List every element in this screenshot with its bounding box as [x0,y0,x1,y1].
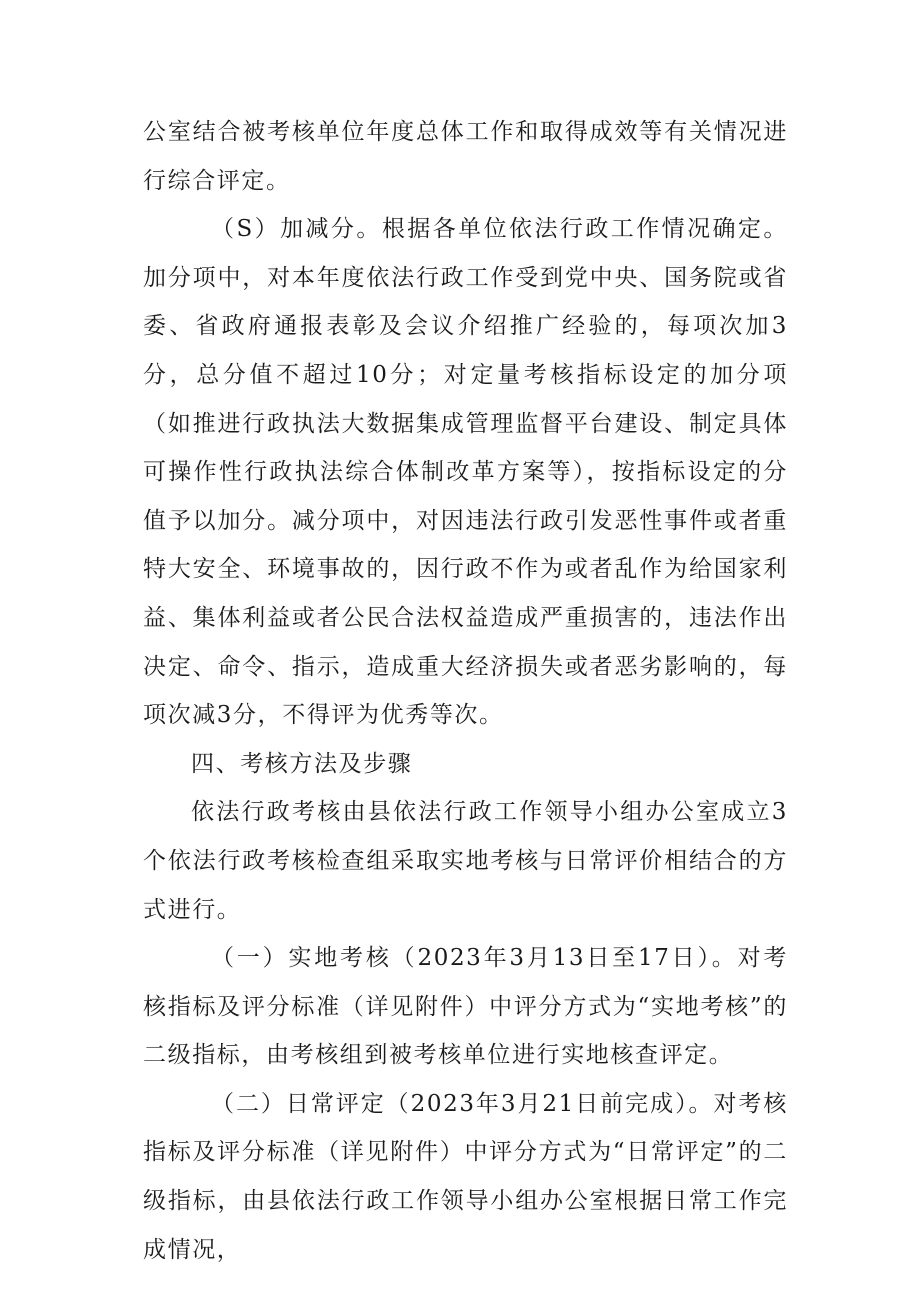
paragraph-onsite-assessment: （一）实地考核（2023年3月13日至17日）。对考核指标及评分标准（详见附件）中评分方式为“实地考核”的二级指标，由考核组到被考核单位进行实地核查评定。 [143,945,788,1069]
paragraph-bonus-deduction: （S）加减分。根据各单位依法行政工作情况确定。加分项中，对本年度依法行政工作受到党中央、国务院或省委、省政府通报表彰及会议介绍推广经验的，每项次加3分，总分值不超过10分；对定量考核指标设定的加分项（如推进行政执法大数据集成管理监督平台建设、制定具体可操作性行政执法综合体制改革方案等），按指标设定的分值予以加分。减分项中，对因违法行政引发恶性事件或者重特大安全、环境事故的，因行政不作为或者乱作为给国家利益、集体利益或者公民合法权益造成严重损害的，违法作出决定、命令、指示，造成重大经济损失或者恶劣影响的，每项次减3分，不得评为优秀等次。 [143,216,788,729]
paragraph-methods-intro: 依法行政考核由县依法行政工作领导小组办公室成立3个依法行政考核检查组采取实地考核与日常评价相结合的方式进行。 [143,799,788,923]
section-heading-methods: 四、考核方法及步骤 [191,750,413,777]
document-body [143,108,788,1274]
paragraph-continuation: 公室结合被考核单位年度总体工作和取得成效等有关情况进行综合评定。 [143,119,788,194]
paragraph-daily-evaluation: （二）日常评定（2023年3月21日前完成）。对考核指标及评分标准（详见附件）中评分方式为“日常评定”的二级指标，由县依法行政工作领导小组办公室根据日常工作完成情况， [143,1090,788,1263]
